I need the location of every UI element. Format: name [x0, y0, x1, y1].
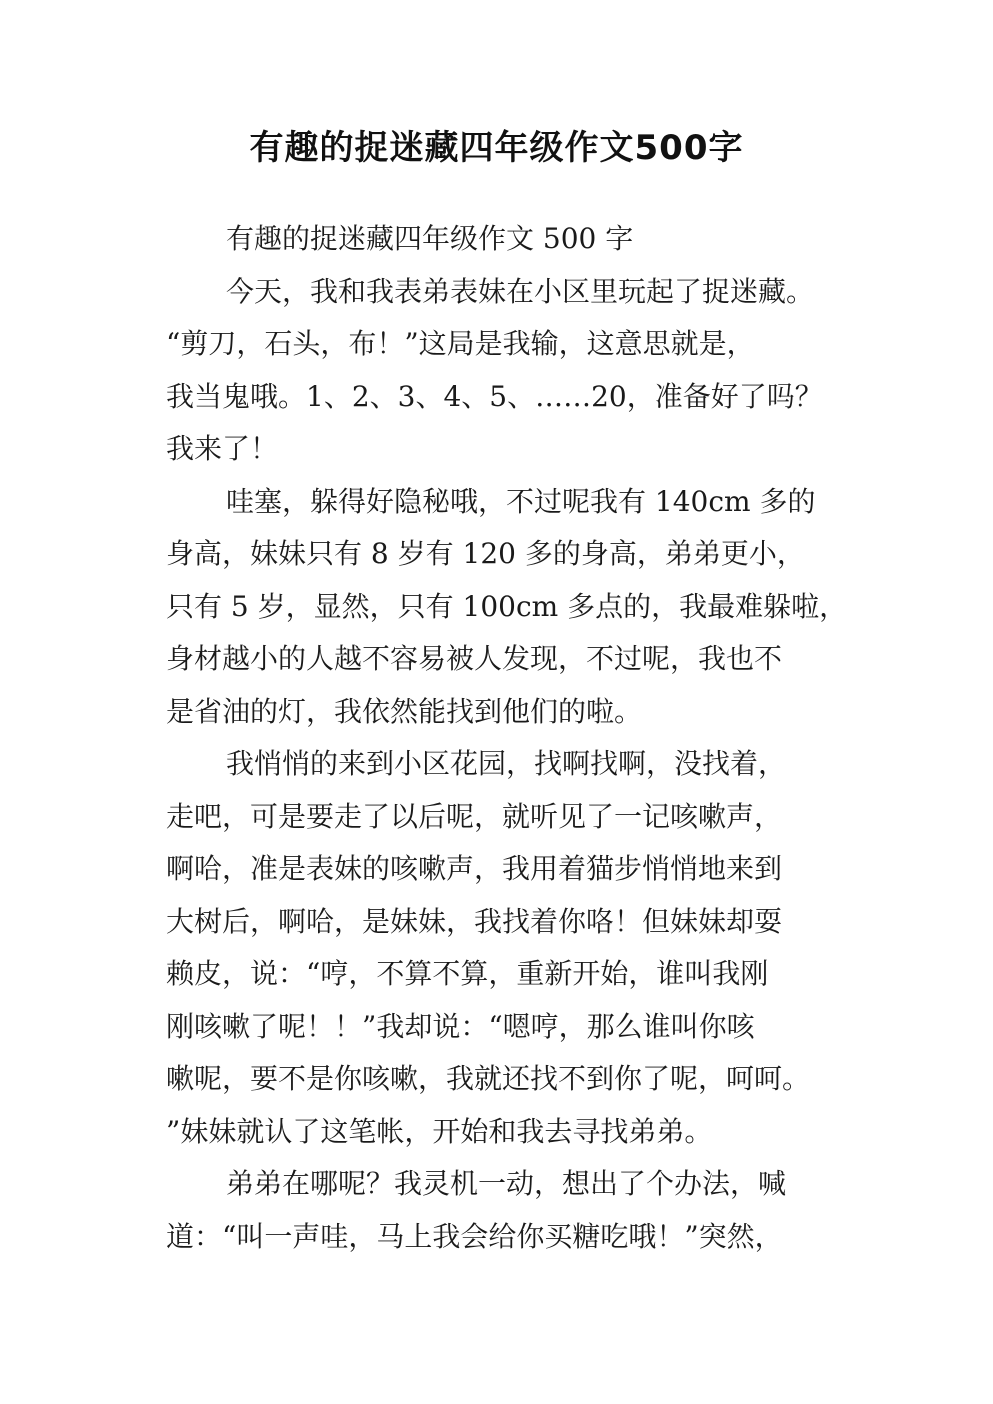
- text-line: 有趣的捉迷藏四年级作文 500 字: [226, 222, 634, 255]
- text-line: 身高，妹妹只有 8 岁有 120 多的身高，弟弟更小，: [166, 537, 805, 570]
- text-line: 道：“叫一声哇，马上我会给你买糖吃哦！”突然，: [166, 1219, 783, 1253]
- document-title: 有趣的捉迷藏四年级作文500字: [249, 128, 744, 168]
- text-line: 我来了！: [166, 432, 279, 465]
- text-line: 哇塞，躲得好隐秘哦，不过呢我有 140cm 多的: [226, 484, 816, 518]
- text-line: 是省油的灯，我依然能找到他们的啦。: [166, 694, 643, 728]
- text-line: 赖皮，说：“哼，不算不算，重新开始，谁叫我刚: [166, 957, 769, 990]
- text-line: 刚咳嗽了呢！！”我却说：“嗯哼，那么谁叫你咳: [166, 1009, 755, 1043]
- text-line: 弟弟在哪呢？我灵机一动，想出了个办法，喊: [226, 1167, 787, 1200]
- text-line: “剪刀，石头，布！”这局是我输，这意思就是，: [166, 327, 755, 360]
- text-line: 身材越小的人越不容易被人发现，不过呢，我也不: [166, 642, 783, 675]
- text-line: 啊哈，准是表妹的咳嗽声，我用着猫步悄悄地来到: [166, 852, 783, 885]
- text-line: 只有 5 岁，显然，只有 100cm 多点的，我最难躲啦，: [166, 589, 848, 623]
- document-body: [166, 213, 846, 1263]
- text-line: 嗽呢，要不是你咳嗽，我就还找不到你了呢，呵呵。: [166, 1062, 811, 1095]
- text-line: 我当鬼哦。1、2、3、4、5、……20，准备好了吗？: [166, 379, 823, 413]
- text-line: 走吧，可是要走了以后呢，就听见了一记咳嗽声，: [166, 799, 783, 833]
- text-line: 我悄悄的来到小区花园，找啊找啊，没找着，: [226, 747, 787, 780]
- text-line: 今天，我和我表弟表妹在小区里玩起了捉迷藏。: [226, 274, 815, 308]
- text-line: ”妹妹就认了这笔帐，开始和我去寻找弟弟。: [166, 1114, 713, 1148]
- text-line: 大树后，啊哈，是妹妹，我找着你咯！但妹妹却耍: [166, 904, 783, 938]
